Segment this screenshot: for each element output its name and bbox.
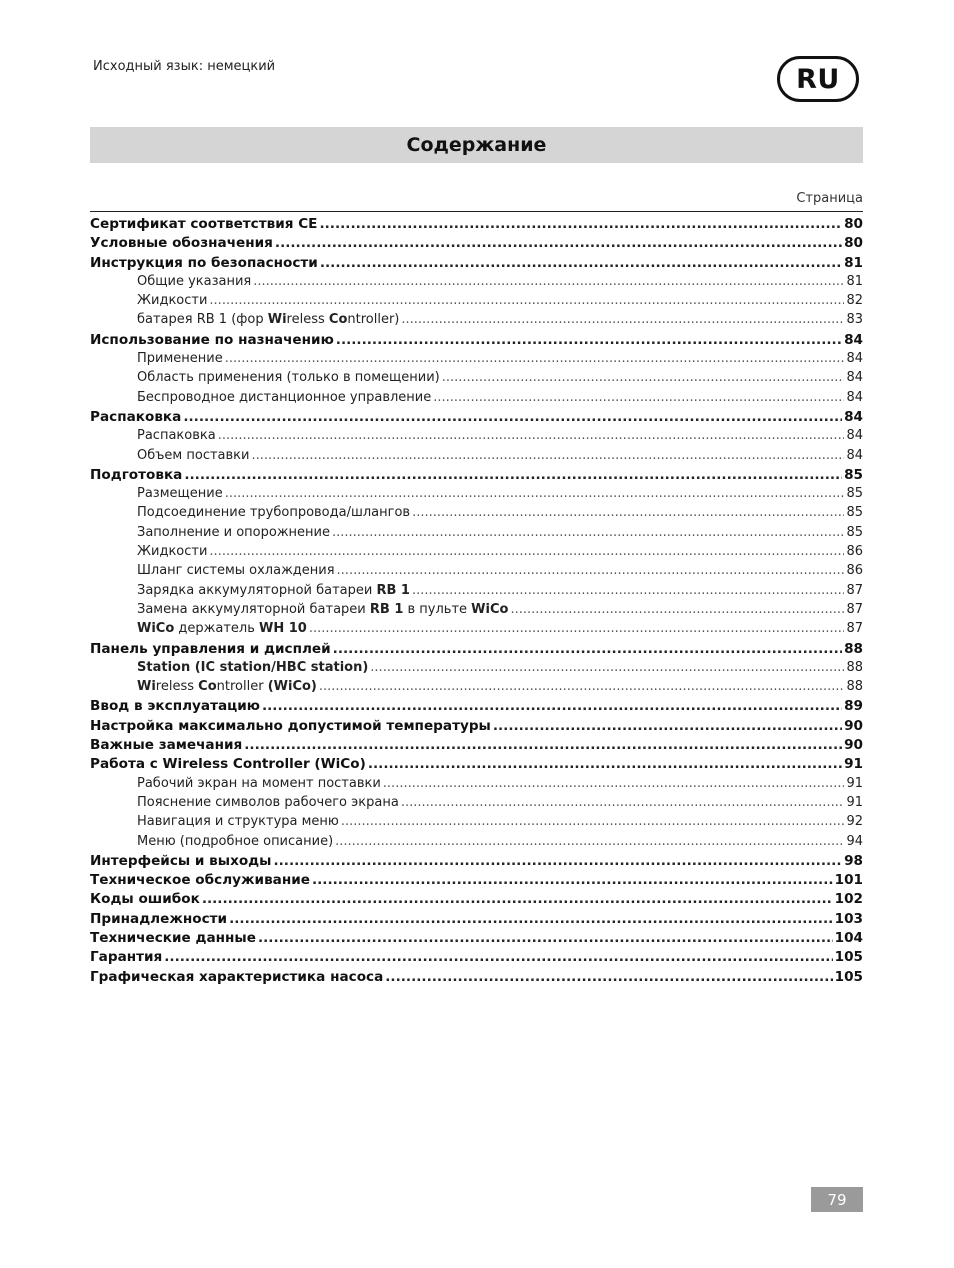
toc-entry-section[interactable] — [90, 293, 863, 312]
toc-entry-chapter[interactable] — [90, 891, 863, 910]
toc-entry-chapter[interactable] — [90, 969, 863, 988]
toc-page-number: 86 — [846, 563, 863, 579]
toc-entry-title — [137, 776, 381, 791]
toc-entry-section[interactable] — [90, 486, 863, 505]
toc-page-number: 87 — [846, 621, 863, 637]
toc-title-part: Wi — [137, 679, 156, 695]
dot-leader — [218, 428, 845, 443]
toc-title-part: держатель — [174, 621, 260, 637]
toc-entry-title — [137, 505, 410, 520]
toc-page-number: 88 — [846, 659, 863, 675]
dot-leader — [433, 390, 844, 405]
toc-title-part: Применение — [137, 351, 223, 367]
toc-entry-section[interactable] — [90, 602, 863, 621]
toc-title-part: Замена аккумуляторной батареи — [137, 601, 370, 617]
toc-title-part: Интерфейсы и выходы — [90, 852, 272, 869]
toc-entry-chapter[interactable] — [90, 255, 863, 274]
toc-title-part: RB 1 — [376, 582, 410, 598]
toc-entry-title — [90, 467, 182, 483]
toc-entry-section[interactable] — [90, 834, 863, 853]
toc-entry-chapter[interactable] — [90, 949, 863, 968]
toc-page-number: 80 — [844, 235, 863, 252]
toc-entry-title — [90, 737, 242, 753]
toc-page-number: 94 — [846, 833, 863, 849]
toc-title-part: reless — [286, 312, 329, 328]
toc-title-part: WH 10 — [259, 621, 307, 637]
toc-title-part: Wi — [267, 312, 287, 328]
toc-title-part: Гарантия — [90, 949, 163, 966]
toc-page-number: 90 — [844, 717, 863, 734]
toc-entry-title — [90, 930, 256, 946]
toc-entry-chapter[interactable] — [90, 756, 863, 775]
dot-leader — [335, 834, 844, 849]
toc-page-number: 84 — [844, 408, 863, 425]
toc-entry-section[interactable] — [90, 776, 863, 795]
dot-leader — [341, 814, 845, 829]
toc-page-number: 85 — [844, 466, 863, 483]
dot-leader — [164, 949, 832, 965]
toc-title-part: Настройка максимально допустимой температуры — [90, 717, 491, 734]
toc-page-number: 84 — [846, 389, 863, 405]
dot-leader — [412, 505, 844, 520]
toc-title-part: Беспроводное дистанционное управление — [137, 389, 432, 405]
toc-page-number: 102 — [834, 891, 863, 908]
toc-entry-title — [90, 853, 271, 869]
toc-page-number: 85 — [846, 524, 863, 540]
toc-entry-title — [137, 390, 431, 405]
toc-title-part: Station (IC station/HBC station) — [137, 659, 369, 675]
toc-entry-chapter[interactable] — [90, 216, 863, 235]
toc-title-part: Работа с Wireless Controller (WiCo) — [90, 756, 366, 773]
toc-title-part: Co — [198, 679, 217, 695]
toc-entry-title — [90, 409, 181, 425]
toc-title-part: (WiCo) — [267, 679, 317, 695]
dot-leader — [336, 332, 842, 348]
toc-title-part: Жидкости — [137, 293, 208, 309]
toc-page-number: 89 — [844, 698, 863, 715]
toc-title-part: Жидкости — [137, 544, 208, 560]
toc-entry-section[interactable] — [90, 428, 863, 447]
toc-entry-title — [137, 274, 251, 289]
toc-entry-chapter[interactable] — [90, 872, 863, 891]
toc-title-part: Общие указания — [137, 273, 252, 289]
toc-entry-section[interactable] — [90, 370, 863, 389]
toc-page-number: 103 — [834, 910, 863, 927]
toc-title-part: Меню (подробное описание) — [137, 833, 334, 849]
toc-entry-section[interactable] — [90, 525, 863, 544]
dot-leader — [209, 544, 844, 559]
toc-entry-title — [90, 718, 491, 734]
toc-page-number: 104 — [834, 929, 863, 946]
toc-page-number: 91 — [844, 756, 863, 773]
toc-title-part: в пульте — [403, 601, 472, 617]
toc-entry-title — [90, 949, 162, 965]
toc-page-number: 85 — [846, 486, 863, 502]
toc-page-number: 81 — [844, 254, 863, 271]
toc-entry-chapter[interactable] — [90, 737, 863, 756]
toc-title-part: батарея RB 1 (фор — [137, 312, 268, 328]
toc-entry-section[interactable] — [90, 448, 863, 467]
dot-leader — [320, 255, 842, 271]
toc-entry-title — [90, 216, 317, 232]
toc-entry-title — [90, 872, 310, 888]
toc-title-part: Зарядка аккумуляторной батареи — [137, 582, 377, 598]
toc-title-part: Область применения (только в помещении) — [137, 370, 440, 386]
toc-title-part: Инструкция по безопасности — [90, 254, 318, 271]
toc-title-part: ntroller — [216, 679, 268, 695]
toc-entry-section[interactable] — [90, 351, 863, 370]
toc-title-part: Заполнение и опорожнение — [137, 524, 330, 540]
toc-page-number: 88 — [844, 640, 863, 657]
toc-title-part: RB 1 — [369, 601, 404, 617]
toc-title-part: Графическая характеристика насоса — [90, 968, 384, 985]
toc-entry-section[interactable] — [90, 505, 863, 524]
dot-leader — [312, 872, 833, 888]
dot-leader — [493, 718, 842, 734]
toc-entry-title — [137, 370, 440, 385]
toc-entry-section[interactable] — [90, 544, 863, 563]
toc-entry-section[interactable] — [90, 583, 863, 602]
toc-page-number: 98 — [844, 852, 863, 869]
toc-entry-chapter[interactable] — [90, 641, 863, 660]
toc-page-number: 92 — [846, 814, 863, 830]
toc-title-part: Технические данные — [90, 929, 256, 946]
toc-title-part: ntroller) — [347, 312, 400, 328]
toc-title-part: Подсоединение трубопровода/шлангов — [137, 505, 411, 521]
toc-page-number: 83 — [846, 312, 863, 328]
toc-title-part: WiCo — [471, 601, 509, 617]
title-bar — [90, 127, 863, 163]
toc-entry-chapter[interactable] — [90, 409, 863, 428]
toc-page-number: 86 — [846, 544, 863, 560]
toc-page-number: 84 — [846, 370, 863, 386]
toc-title-part: reless — [155, 679, 199, 695]
toc-entry-title — [90, 641, 331, 657]
toc-entry-title — [137, 428, 216, 443]
dot-leader — [319, 216, 842, 232]
toc-entry-title — [137, 563, 335, 578]
toc-title-part: Важные замечания — [90, 737, 243, 754]
toc-page-number: 90 — [844, 737, 863, 754]
toc-title-part: Сертификат соответствия CE — [90, 216, 318, 232]
toc-entry-title — [90, 911, 227, 927]
toc-page-number: 88 — [846, 679, 863, 695]
toc-title-part: WiCo — [137, 621, 175, 637]
toc-title-part: Размещение — [137, 486, 223, 502]
toc-entry-title — [90, 891, 200, 907]
toc-title-part: Пояснение символов рабочего экрана — [137, 794, 399, 810]
toc-entry-title — [137, 293, 207, 308]
header-divider — [90, 211, 863, 212]
toc-entry-title — [137, 814, 339, 829]
table-of-contents — [90, 216, 863, 988]
toc-entry-chapter[interactable] — [90, 235, 863, 254]
dot-leader — [370, 660, 844, 675]
dot-leader — [383, 776, 845, 791]
toc-page-number: 84 — [844, 331, 863, 348]
toc-title-part: Панель управления и дисплей — [90, 640, 331, 657]
dot-leader — [309, 621, 845, 636]
toc-title-part: Распаковка — [90, 408, 182, 425]
toc-title-part: Шланг системы охлаждения — [137, 563, 335, 579]
toc-entry-title — [137, 795, 399, 810]
toc-title-part: Навигация и структура меню — [137, 814, 339, 830]
toc-entry-chapter[interactable] — [90, 718, 863, 737]
toc-title-part: Условные обозначения — [90, 235, 273, 252]
dot-leader — [385, 969, 832, 985]
toc-entry-chapter[interactable] — [90, 332, 863, 351]
toc-entry-title — [137, 312, 399, 327]
toc-entry-title — [137, 448, 249, 463]
toc-page-number: 84 — [846, 428, 863, 444]
toc-entry-section[interactable] — [90, 390, 863, 409]
toc-title-part: Ввод в эксплуатацию — [90, 698, 260, 715]
dot-leader — [442, 370, 845, 385]
dot-leader — [262, 698, 842, 714]
toc-title-part: Техническое обслуживание — [90, 872, 310, 889]
toc-entry-title — [90, 698, 260, 714]
toc-page-number: 82 — [846, 293, 863, 309]
toc-entry-title — [90, 235, 273, 251]
toc-page-number: 105 — [834, 968, 863, 985]
toc-entry-title — [137, 351, 223, 366]
toc-title-part: Распаковка — [137, 428, 216, 444]
toc-page-number: 80 — [844, 216, 863, 232]
dot-leader — [401, 795, 845, 810]
toc-entry-title — [90, 756, 366, 772]
toc-title-part: Использование по назначению — [90, 331, 334, 348]
toc-page-number: 84 — [846, 351, 863, 367]
toc-entry-title — [137, 621, 307, 636]
dot-leader — [225, 351, 845, 366]
toc-entry-section[interactable] — [90, 274, 863, 293]
dot-leader — [368, 756, 842, 772]
language-badge: RU — [777, 56, 859, 102]
dot-leader — [229, 911, 833, 927]
toc-page-number: 84 — [846, 447, 863, 463]
dot-leader — [202, 891, 833, 907]
toc-entry-title — [90, 255, 318, 271]
toc-entry-section[interactable] — [90, 312, 863, 331]
toc-entry-title — [137, 583, 410, 598]
toc-title-part: Коды ошибок — [90, 891, 200, 908]
toc-page-number: 81 — [846, 273, 863, 289]
source-language-note: Исходный язык: немецкий — [93, 59, 276, 74]
toc-entry-chapter[interactable] — [90, 930, 863, 949]
toc-entry-section[interactable] — [90, 621, 863, 640]
dot-leader — [253, 274, 844, 289]
dot-leader — [332, 525, 844, 540]
toc-page-number: 105 — [834, 949, 863, 966]
toc-title-part: Подготовка — [90, 466, 183, 483]
dot-leader — [510, 602, 844, 617]
dot-leader — [258, 930, 833, 946]
toc-entry-title — [137, 486, 223, 501]
toc-title-part: Рабочий экран на момент поставки — [137, 775, 381, 791]
toc-page-number: 87 — [846, 582, 863, 598]
toc-entry-chapter[interactable] — [90, 467, 863, 486]
dot-leader — [244, 737, 842, 753]
toc-page-number: 91 — [846, 794, 863, 810]
dot-leader — [273, 853, 842, 869]
toc-entry-section[interactable] — [90, 814, 863, 833]
toc-page-number: 85 — [846, 505, 863, 521]
toc-entry-title — [137, 525, 330, 540]
toc-entry-chapter[interactable] — [90, 853, 863, 872]
toc-entry-chapter[interactable] — [90, 698, 863, 717]
toc-page-number: 87 — [846, 601, 863, 617]
dot-leader — [183, 409, 842, 425]
page-number: 79 — [811, 1187, 863, 1212]
toc-entry-section[interactable] — [90, 563, 863, 582]
dot-leader — [412, 583, 844, 598]
toc-entry-title — [137, 679, 317, 694]
toc-entry-section[interactable] — [90, 795, 863, 814]
dot-leader — [401, 312, 844, 327]
dot-leader — [225, 486, 845, 501]
toc-title-part: Объем поставки — [137, 447, 250, 463]
toc-page-number: 91 — [846, 775, 863, 791]
toc-entry-title — [90, 332, 334, 348]
toc-entry-title — [137, 602, 508, 617]
page-column-label: Страница — [796, 191, 863, 206]
dot-leader — [333, 641, 842, 657]
dot-leader — [184, 467, 842, 483]
toc-entry-chapter[interactable] — [90, 911, 863, 930]
dot-leader — [337, 563, 845, 578]
page-title: Содержание — [406, 134, 547, 156]
dot-leader — [319, 679, 845, 694]
toc-page-number: 101 — [834, 872, 863, 889]
toc-entry-section[interactable] — [90, 679, 863, 698]
toc-entry-title — [137, 834, 333, 849]
dot-leader — [275, 235, 842, 251]
toc-entry-section[interactable] — [90, 660, 863, 679]
toc-entry-title — [137, 544, 207, 559]
toc-entry-title — [90, 969, 383, 985]
toc-entry-title — [137, 660, 368, 675]
dot-leader — [209, 293, 844, 308]
toc-title-part: Принадлежности — [90, 910, 228, 927]
dot-leader — [251, 448, 844, 463]
toc-title-part: Co — [328, 312, 348, 328]
